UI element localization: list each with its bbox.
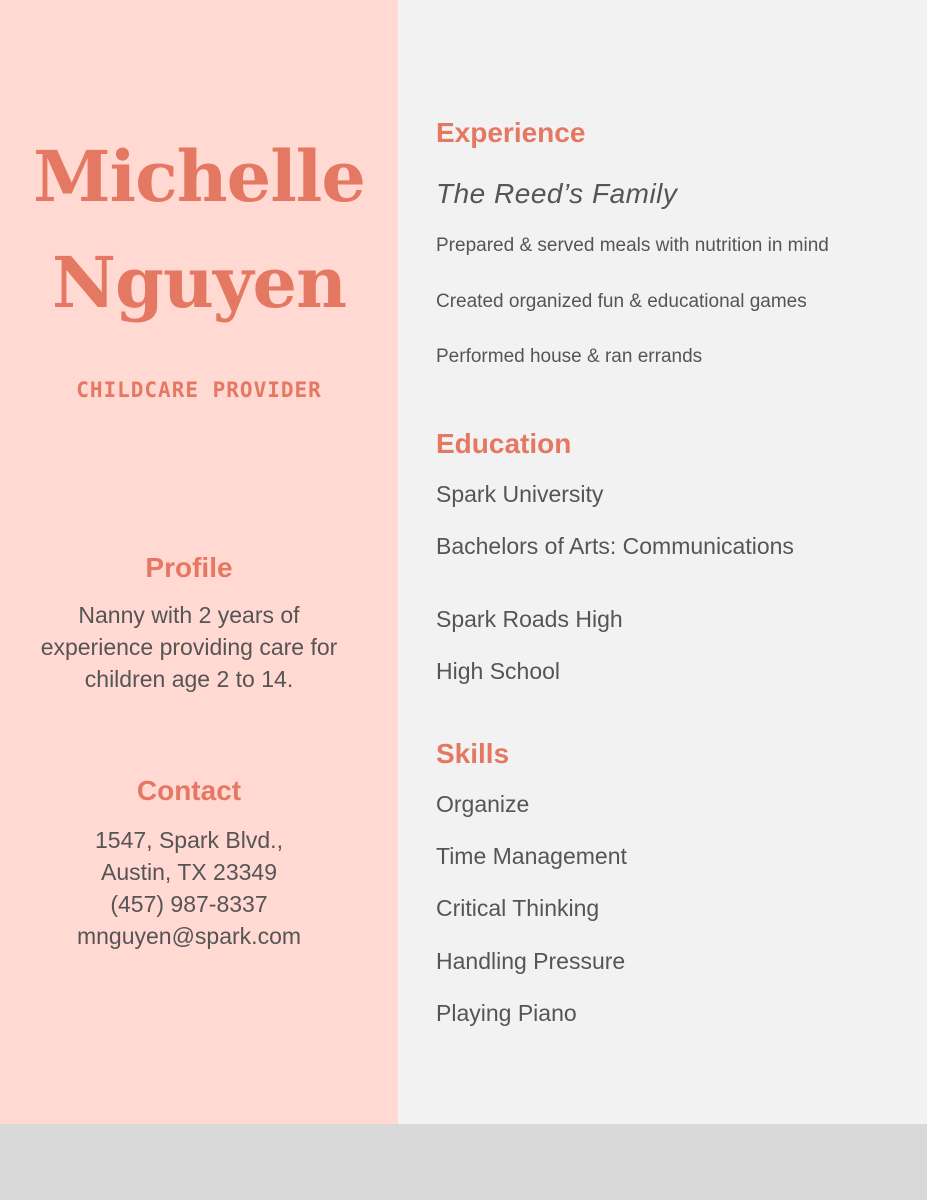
profile-text: Nanny with 2 years of experience providing care for children age 2 to 14. bbox=[40, 602, 338, 692]
skill-item: Playing Piano bbox=[436, 1000, 577, 1026]
contact-heading: Contact bbox=[136, 775, 242, 806]
contact-block bbox=[40, 824, 338, 952]
experience-heading: Experience bbox=[436, 117, 586, 148]
skill-item: Time Management bbox=[436, 843, 627, 869]
experience-item: Prepared & served meals with nutrition in mind bbox=[436, 235, 829, 256]
last-name: Nguyen bbox=[52, 241, 346, 324]
left-column bbox=[0, 0, 398, 1124]
education-school: Spark University bbox=[436, 481, 604, 507]
profile-heading: Profile bbox=[145, 552, 233, 583]
employer-name: The Reed’s Family bbox=[436, 178, 678, 209]
job-title: CHILDCARE PROVIDER bbox=[76, 378, 322, 402]
contact-address-line2: Austin, TX 23349 bbox=[100, 859, 278, 885]
skill-item: Organize bbox=[436, 791, 530, 817]
skills-heading: Skills bbox=[436, 738, 510, 769]
education-heading: Education bbox=[436, 428, 572, 459]
experience-item: Created organized fun & educational games bbox=[436, 291, 807, 312]
education-degree: High School bbox=[436, 658, 561, 684]
first-name: Michelle bbox=[33, 135, 365, 218]
contact-phone: (457) 987-8337 bbox=[110, 891, 268, 917]
contact-address-line1: 1547, Spark Blvd., bbox=[95, 827, 283, 853]
education-degree: Bachelors of Arts: Communications bbox=[436, 533, 794, 559]
skill-item: Handling Pressure bbox=[436, 948, 626, 974]
experience-item: Performed house & ran errands bbox=[436, 346, 703, 367]
education-school: Spark Roads High bbox=[436, 606, 623, 632]
contact-email: mnguyen@spark.com bbox=[76, 923, 302, 949]
skill-item: Critical Thinking bbox=[436, 895, 600, 921]
